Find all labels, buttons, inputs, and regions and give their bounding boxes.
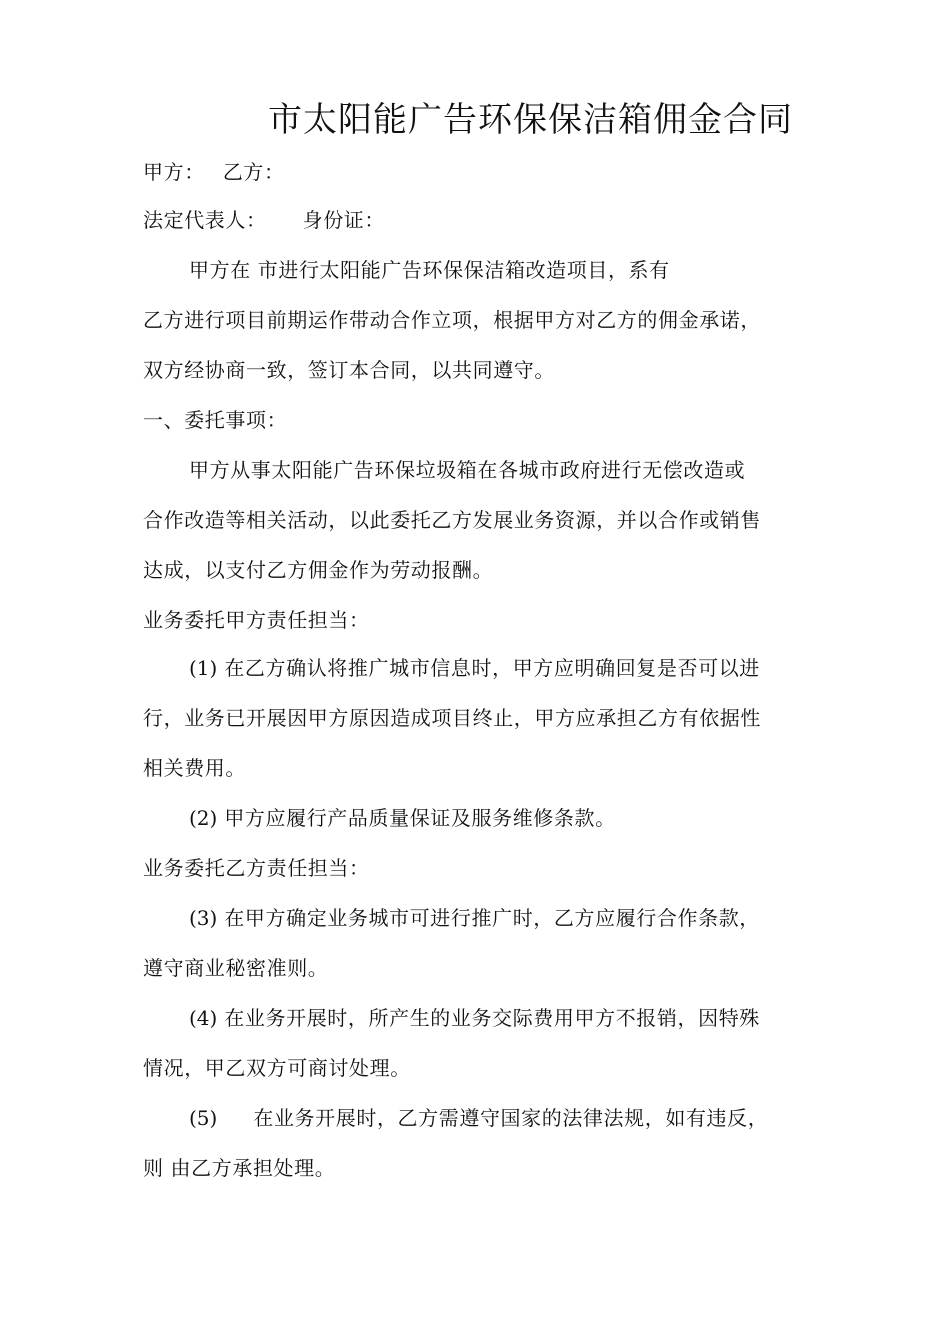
- id-label: 身份证：: [302, 208, 386, 232]
- item-4-text: 在业务开展时，所产生的业务交际费用甲方不报销，因特殊: [224, 1006, 760, 1030]
- party-a-label: 甲方：: [143, 160, 205, 184]
- section1-line-2: 合作改造等相关活动，以此委托乙方发展业务资源，并以合作或销售: [143, 508, 761, 532]
- item-3-line-1: [189, 906, 760, 930]
- intro-line-3: 双方经协商一致，签订本合同，以共同遵守。: [143, 358, 555, 382]
- item-4-number: (4): [189, 1006, 218, 1030]
- representative-line: [143, 208, 385, 232]
- item-2-line: [189, 806, 616, 830]
- section1-line-1: 甲方从事太阳能广告环保垃圾箱在各城市政府进行无偿改造或: [189, 458, 746, 482]
- item-4-line-2: 情况，甲乙双方可商讨处理。: [143, 1056, 411, 1080]
- item-5-text: 在业务开展时，乙方需遵守国家的法律法规，如有违反，: [253, 1106, 769, 1130]
- item-3-number: (3): [189, 906, 218, 930]
- item-1-line-3: 相关费用。: [143, 756, 246, 780]
- item-2-text: 甲方应履行产品质量保证及服务维修条款。: [224, 806, 616, 830]
- item-4-line-1: [189, 1006, 760, 1030]
- section1-heading: 一、委托事项：: [143, 408, 288, 432]
- intro-line-1: 甲方在 市进行太阳能广告环保保洁箱改造项目，系有: [189, 258, 670, 282]
- item-2-number: (2): [189, 806, 218, 830]
- party-b-duties-heading: 业务委托乙方责任担当：: [143, 856, 370, 880]
- item-5-line-1: [189, 1106, 768, 1130]
- item-1-number: (1): [189, 656, 218, 680]
- parties-line: [143, 160, 285, 184]
- item-3-text: 在甲方确定业务城市可进行推广时，乙方应履行合作条款，: [224, 906, 760, 930]
- item-5-line-2: 则 由乙方承担处理。: [143, 1156, 336, 1180]
- intro-line-2: 乙方进行项目前期运作带动合作立项，根据甲方对乙方的佣金承诺，: [143, 308, 761, 332]
- item-5-number: (5): [189, 1106, 218, 1130]
- legal-rep-label: 法定代表人：: [143, 208, 267, 232]
- document-title: 市太阳能广告环保保洁箱佣金合同: [268, 100, 793, 140]
- item-1-line-2: 行，业务已开展因甲方原因造成项目终止，甲方应承担乙方有依据性: [143, 706, 761, 730]
- section1-line-3: 达成，以支付乙方佣金作为劳动报酬。: [143, 558, 494, 582]
- item-3-line-2: 遵守商业秘密准则。: [143, 956, 329, 980]
- party-b-label: 乙方：: [222, 160, 285, 184]
- party-a-duties-heading: 业务委托甲方责任担当：: [143, 608, 370, 632]
- item-1-text: 在乙方确认将推广城市信息时，甲方应明确回复是否可以进: [224, 656, 760, 680]
- item-1-line-1: [189, 656, 760, 680]
